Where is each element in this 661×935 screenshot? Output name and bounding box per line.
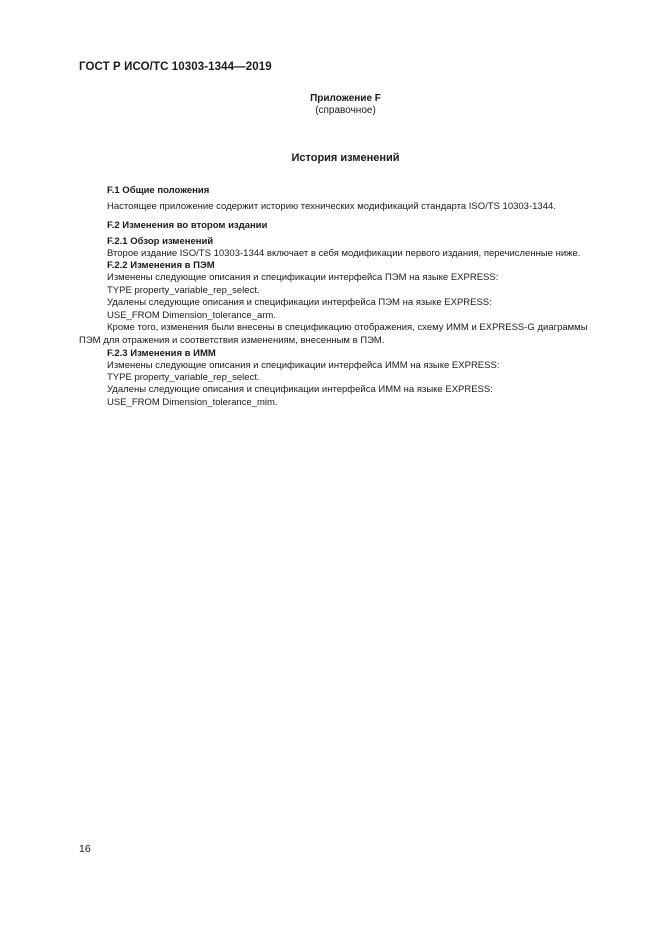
appendix-subtitle: (справочное)	[315, 105, 376, 116]
standard-header: ГОСТ Р ИСО/ТС 10303-1344—2019	[79, 61, 272, 73]
section-f22-changed-item: TYPE property_variable_rep_select.	[107, 285, 260, 296]
section-f22-removed-intro: Удалены следующие описания и спецификации интерфейса ПЭМ на языке EXPRESS:	[107, 297, 492, 308]
section-f23-heading: F.2.3 Изменения в ИММ	[107, 348, 216, 359]
page-number: 16	[79, 843, 91, 855]
section-f23-changed-item: TYPE property_variable_rep_select.	[107, 372, 260, 383]
section-f23-removed-item: USE_FROM Dimension_tolerance_mim.	[107, 397, 278, 408]
history-title: История изменений	[291, 152, 400, 164]
section-f1-text: Настоящее приложение содержит историю технических модификаций стандарта ISO/TS 10303-1344.	[107, 201, 556, 212]
section-f22-heading: F.2.2 Изменения в ПЭМ	[107, 260, 215, 271]
section-f23-removed-intro: Удалены следующие описания и спецификации интерфейса ИММ на языке EXPRESS:	[107, 384, 493, 395]
section-f22-changed-intro: Изменены следующие описания и спецификации интерфейса ПЭМ на языке EXPRESS:	[107, 272, 499, 283]
section-f22-additional-line1: Кроме того, изменения были внесены в спецификацию отображения, схему ИММ и EXPRESS-G диаграммы	[107, 322, 588, 333]
section-f22-additional-line2: ПЭМ для отражения и соответствия изменениям, внесенным в ПЭМ.	[79, 335, 385, 346]
section-f23-changed-intro: Изменены следующие описания и спецификации интерфейса ИММ на языке EXPRESS:	[107, 360, 500, 371]
section-f21-heading: F.2.1 Обзор изменений	[107, 236, 214, 247]
section-f22-removed-item: USE_FROM Dimension_tolerance_arm.	[107, 310, 276, 321]
section-f2-heading: F.2 Изменения во втором издании	[107, 220, 268, 231]
appendix-title: Приложение F	[310, 93, 381, 104]
section-f1-heading: F.1 Общие положения	[107, 185, 210, 196]
section-f21-text: Второе издание ISO/TS 10303-1344 включает в себя модификации первого издания, перечисленные ниже.	[107, 248, 581, 259]
